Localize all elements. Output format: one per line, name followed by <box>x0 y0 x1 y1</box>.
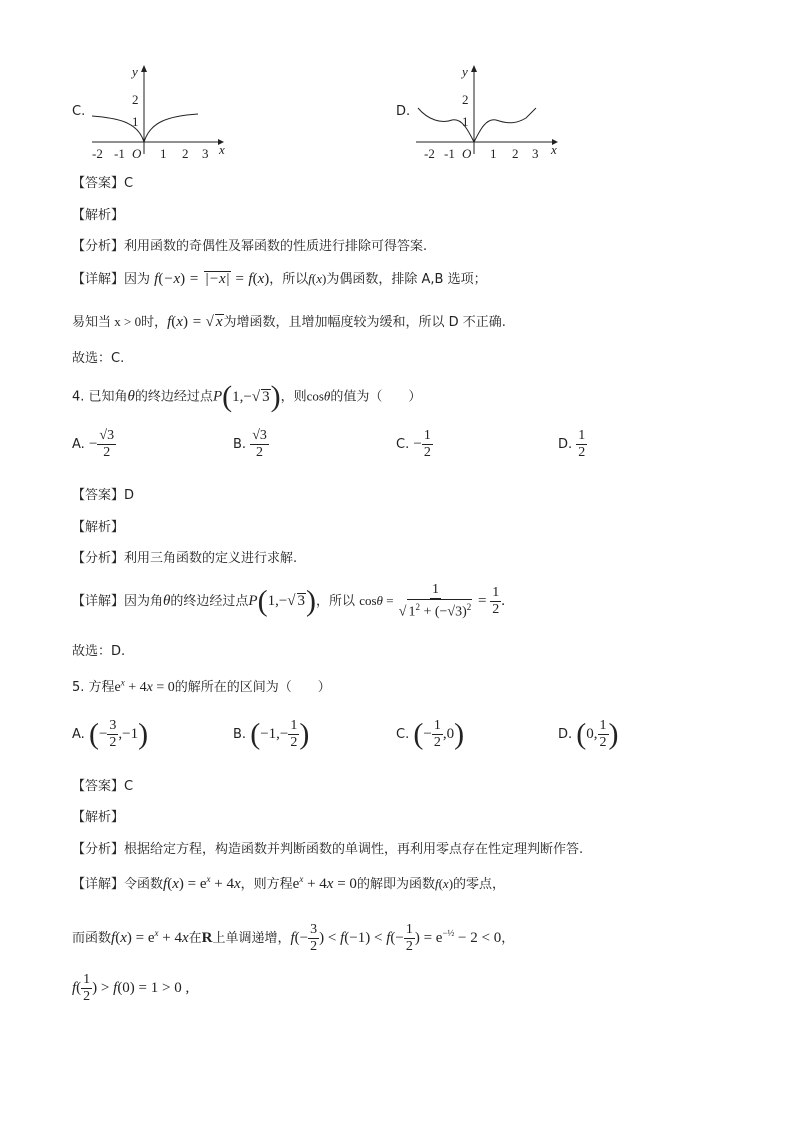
q3-fenxi <box>72 235 427 254</box>
q5-inequality: f(− <box>290 930 309 946</box>
q3-detail-line-2 <box>72 311 506 331</box>
q3-fenxi-label: 【分析】 <box>72 239 125 254</box>
q4-option-d-value: $\frac{1}{2}$ <box>578 428 586 460</box>
q4-fenxi <box>72 547 297 566</box>
q3-detail-text-e: 时， <box>141 315 168 330</box>
q5-stem-a: 5. 方程 <box>72 680 115 695</box>
q4-stem: 4. 已知角θ的终边经过点P(1,−√ 3)，则cosθ的值为（ ） <box>72 380 422 413</box>
q5-fenxi <box>72 838 583 857</box>
q5-detail-line-3: f( $\frac{1}{2}$ ) > f(0) = 1 > 0 , <box>72 972 190 1004</box>
graph-d-x-tick-2: 2 <box>512 146 519 161</box>
graph-c-origin: O <box>132 146 142 161</box>
q5-option-a-label: A. <box>72 727 85 742</box>
q4-stem-b: 的终边经过点 <box>134 389 213 405</box>
graph-d-y-arrow <box>471 65 477 72</box>
q4-option-c[interactable]: C. − $\frac{1}{2}$ <box>396 428 431 460</box>
q5-answer: 【答案】C <box>72 779 134 794</box>
q4-option-b-label: B. <box>233 437 247 452</box>
q5-stem <box>72 676 331 696</box>
q5-detail-text-c: 的解即为函数 <box>356 877 435 892</box>
q4-cos-formula: cosθ = <box>359 592 397 608</box>
q5-detail-text-b: ，则方程 <box>240 877 293 892</box>
q4-point-coords: 1,−√ 3 <box>232 388 270 405</box>
q3-jiexi-heading: 【解析】 <box>72 208 125 223</box>
q4-fenxi-text: 利用三角函数的定义进行求解. <box>124 551 298 566</box>
graph-d-x-tick-1: 1 <box>490 146 497 161</box>
graph-d-curve <box>418 108 536 142</box>
graph-c-x-tick-m1: -1 <box>114 146 125 161</box>
graph-d-x-label: x <box>551 142 557 157</box>
q4-detail-line-1: 【详解】因为角θ的终边经过点P(1,−√ 3)，所以 cosθ = $\frac{1}{√ 1^2 + (-√3)^2}$ = $\frac{1}{2}$ . <box>72 582 505 620</box>
q5-option-a[interactable]: A. (− $\frac{3}{2}$ ,−1) <box>72 717 149 751</box>
q4-detail-label: 【详解】 <box>72 593 125 609</box>
option-c-label: C. <box>72 104 86 119</box>
q3-formula-even: f(−x) = |−x| = f(x) <box>154 271 270 287</box>
graph-c-y-tick-2: 2 <box>132 92 139 107</box>
q4-detail-text-b: 的终边经过点 <box>170 593 249 609</box>
q5-option-b-label: B. <box>233 727 247 742</box>
q3-formula-xgt0: x > 0 <box>111 314 142 329</box>
q5-inequality-2: f( <box>72 980 82 996</box>
q4-detail-text-c: ，所以 <box>316 593 356 609</box>
q5-jiexi-heading: 【解析】 <box>72 810 125 825</box>
q4-fenxi-label: 【分析】 <box>72 551 125 566</box>
q5-stem-b: 的解所在的区间为（ ） <box>174 680 331 695</box>
q3-detail-text-a: 因为 <box>124 272 151 287</box>
q5-detail-text-d: 的零点， <box>453 877 506 892</box>
graph-c-x-tick-3: 3 <box>202 146 209 161</box>
graph-d-origin: O <box>462 146 472 161</box>
q3-answer: 【答案】C <box>72 176 134 191</box>
graph-c-curve <box>92 114 198 142</box>
q5-detail-text-g: 上单调递增， <box>212 931 291 946</box>
graph-d-x-tick-m2: -2 <box>424 146 435 161</box>
q5-detail-line-1: 【详解】令函数$f(x) = e^x + 4x$，则方程$e^x + 4x = 0$的解即为函数f(x)的零点， <box>72 874 506 892</box>
graph-c-y-tick-1: 1 <box>132 114 139 129</box>
q4-cos-result: $\frac{1}{2}$ <box>492 584 500 617</box>
q4-cos: cosθ <box>306 388 331 404</box>
q4-theta: θ <box>127 388 135 405</box>
q4-option-c-value: $\frac{1}{2}$ <box>423 428 431 460</box>
q5-detail-line-2: 而函数$f(x) = e^x + 4x$在R上单调递增，f(− $\frac{3}{2}$ ) < f(−1) < f(− $\frac{1}{2}$ ) = $e^{-\frac{1}{2}} - 2 < 0$， <box>72 922 515 954</box>
q4-option-b[interactable] <box>233 428 269 461</box>
q4-stem-d: 的值为（ ） <box>330 389 422 405</box>
q3-detail-text-d: 易知当 <box>72 315 112 330</box>
q4-option-c-label: C. <box>396 437 410 452</box>
graph-c-x-tick-1: 1 <box>160 146 167 161</box>
q5-fenxi-text: 根据给定方程，构造函数并判断函数的单调性，再利用零点存在性定理判断作答. <box>124 842 584 857</box>
q5-detail-text-e: 而函数 <box>72 931 112 946</box>
q4-choose: 故选：D. <box>72 644 126 659</box>
q5-option-c[interactable]: C. (− $\frac{1}{2}$ ,0) <box>396 717 465 751</box>
q5-option-d[interactable]: D. (0, $\frac{1}{2}$ ) <box>558 717 619 751</box>
q5-option-d-label: D. <box>558 727 573 742</box>
q4-stem-c: ，则 <box>280 389 307 405</box>
q3-formula-sqrt: f(x) = √ x <box>167 314 223 330</box>
graph-d-x-tick-m1: -1 <box>444 146 455 161</box>
graph-c <box>88 62 238 162</box>
q3-detail-line-1 <box>72 268 487 288</box>
q4-detail-text-a: 因为角 <box>124 593 164 609</box>
q4-option-a-value: $\frac{√3}{2}$ <box>99 428 115 460</box>
q3-choose: 故选：C. <box>72 351 125 366</box>
q3-detail-text-b: ，所以 <box>269 272 309 287</box>
graph-d-y-label: y <box>462 64 468 79</box>
q5-detail-label: 【详解】 <box>72 877 125 892</box>
graph-d-y-tick-2: 2 <box>462 92 469 107</box>
q5-equation: $e^x + 4x = 0$ <box>114 677 175 695</box>
graph-d-x-tick-3: 3 <box>532 146 539 161</box>
q3-detail-label: 【详解】 <box>72 272 125 287</box>
q5-fenxi-label: 【分析】 <box>72 842 125 857</box>
graph-d-y-tick-1: 1 <box>462 114 469 129</box>
q5-option-b[interactable]: B. (−1,− $\frac{1}{2}$ ) <box>233 717 310 751</box>
q4-stem-a: 4. 已知角 <box>72 389 128 405</box>
q4-option-b-value: $\frac{√3}{2}$ <box>252 428 267 460</box>
q4-answer: 【答案】D <box>72 488 135 503</box>
q5-detail-text-h: ， <box>501 931 515 946</box>
q3-detail-text-f: 为增函数，且增加幅度较为缓和，所以 D 不正确. <box>223 315 506 330</box>
graph-c-y-arrow <box>141 65 147 72</box>
option-d-label: D. <box>396 104 411 119</box>
q5-detail-text-a: 令函数 <box>124 877 164 892</box>
q4-option-d-label: D. <box>558 437 573 452</box>
graph-c-x-label: x <box>219 142 225 157</box>
q3-detail-text-c: 为偶函数，排除 A,B 选项； <box>326 272 487 287</box>
q5-option-c-label: C. <box>396 727 410 742</box>
q3-fenxi-text: 利用函数的奇偶性及幂函数的性质进行排除可得答案. <box>124 239 428 254</box>
q4-option-d[interactable] <box>558 428 587 461</box>
graph-d <box>412 62 562 162</box>
q4-jiexi-heading: 【解析】 <box>72 520 125 535</box>
q5-detail-text-f: 在 <box>188 931 202 946</box>
q4-option-a-label: A. <box>72 437 85 452</box>
graph-c-x-tick-2: 2 <box>182 146 189 161</box>
q3-formula-fx: f(x) <box>308 271 327 286</box>
q4-point: P <box>212 388 223 405</box>
q4-option-a[interactable]: A. − $\frac{√3}{2}$ <box>72 428 115 460</box>
graph-c-x-tick-m2: -2 <box>92 146 103 161</box>
graph-c-y-label: y <box>132 64 138 79</box>
q4-cos-fraction: $\frac{1}{√ 1^2 + (-√3)^2}$ <box>398 582 472 620</box>
